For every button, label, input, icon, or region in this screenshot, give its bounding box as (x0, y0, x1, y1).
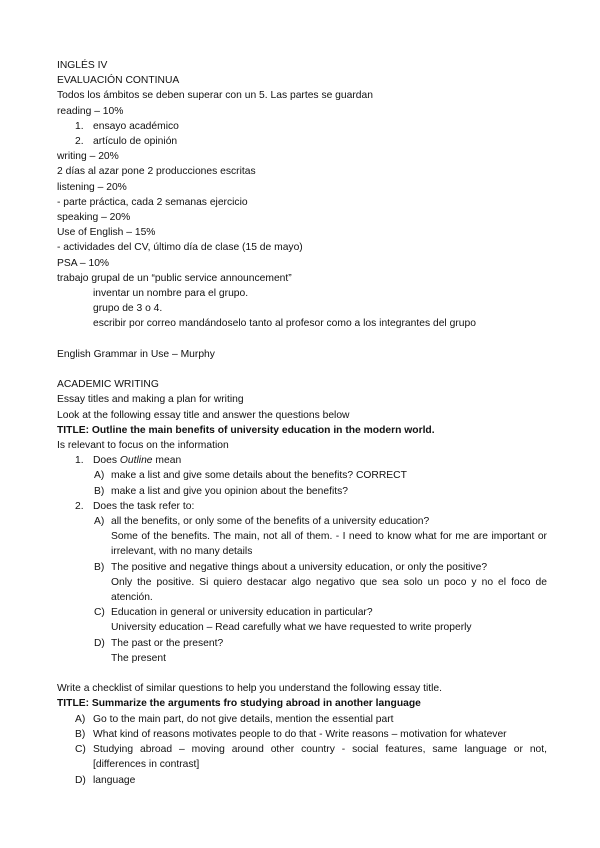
option-text: Education in general or university education in particular? (111, 607, 373, 619)
item-text: Go to the main part, do not give details, mention the essential part (93, 713, 394, 725)
question-text: Does the task refer to: (93, 500, 195, 512)
academic-heading: ACADEMIC WRITING (57, 379, 159, 391)
item-letter: B) (75, 728, 86, 740)
list-text: ensayo académico (93, 120, 179, 132)
listening-weight: listening – 20% (57, 181, 127, 193)
option-answer: Only the positive. Si quiero destacar algo negativo que sea solo un poco y no el foco de atención. (111, 576, 547, 604)
item-letter: D) (75, 774, 86, 786)
essay-title-2: TITLE: Summarize the arguments fro studying abroad in another language (57, 698, 421, 710)
option-item (57, 636, 547, 651)
option-item (57, 514, 547, 529)
list-number: 2. (75, 136, 84, 148)
option-letter: B) (94, 485, 105, 497)
question-number: 2. (75, 500, 84, 512)
option-text: all the benefits, or only some of the benefits of a university education? (111, 516, 430, 528)
list-text: artículo de opinión (93, 136, 178, 148)
academic-instruction: Look at the following essay title and answer the questions below (57, 409, 350, 421)
list-number: 1. (75, 120, 84, 132)
option-text: The past or the present? (111, 637, 224, 649)
checklist-item (57, 727, 547, 742)
option-letter: A) (94, 516, 105, 528)
psa-note: trabajo grupal de un “public service announcement” (57, 272, 292, 284)
document-body (57, 58, 547, 788)
section-heading: EVALUACIÓN CONTINUA (57, 75, 180, 87)
option-text: The positive and negative things about a university education, or only the positive? (111, 561, 488, 573)
option-letter: D) (94, 637, 105, 649)
psa-detail: inventar un nombre para el grupo. (93, 288, 249, 300)
intro-text: Todos los ámbitos se deben superar con un 5. Las partes se guardan (57, 90, 373, 102)
question-number: 1. (75, 455, 84, 467)
use-note: - actividades del CV, último día de clase (15 de mayo) (57, 242, 303, 254)
option-answer: University education – Read carefully what we have requested to write properly (111, 622, 472, 634)
option-item (57, 468, 547, 483)
reading-weight: reading – 10% (57, 105, 124, 117)
option-letter: A) (94, 470, 105, 482)
checklist-item (57, 742, 547, 772)
list-item (57, 119, 547, 134)
option-text: make a list and give some details about the benefits? CORRECT (111, 470, 407, 482)
writing-note: 2 días al azar pone 2 producciones escritas (57, 166, 256, 178)
checklist-instruction: Write a checklist of similar questions to help you understand the following essay title. (57, 683, 442, 695)
option-letter: B) (94, 561, 105, 573)
use-weight: Use of English – 15% (57, 227, 156, 239)
psa-weight: PSA – 10% (57, 257, 110, 269)
option-answer: Some of the benefits. The main, not all of them. - I need to know what for me are important or irrelevant, with no many details (111, 531, 547, 558)
option-item (57, 560, 547, 575)
item-text: What kind of reasons motivates people to do that - Write reasons – motivation for whatever (93, 728, 507, 740)
question-text: Does Outline mean (93, 455, 182, 467)
item-text: language (93, 774, 136, 786)
option-text: make a list and give you opinion about the benefits? (111, 485, 348, 497)
psa-detail: escribir por correo mandándoselo tanto al profesor como a los integrantes del grupo (93, 318, 476, 330)
book-reference: English Grammar in Use – Murphy (57, 348, 215, 360)
essay-title-1: TITLE: Outline the main benefits of university education in the modern world. (57, 424, 435, 436)
checklist-item (57, 712, 547, 727)
listening-note: - parte práctica, cada 2 semanas ejercicio (57, 196, 248, 208)
course-title: INGLÉS IV (57, 60, 108, 71)
question-1 (57, 453, 547, 468)
item-text: Studying abroad – moving around other country - social features, same language or not, [differences in contrast] (93, 744, 547, 771)
academic-subheading: Essay titles and making a plan for writing (57, 394, 244, 406)
item-letter: C) (75, 744, 86, 756)
writing-weight: writing – 20% (57, 151, 119, 163)
option-item (57, 605, 547, 620)
psa-detail: grupo de 3 o 4. (93, 303, 163, 315)
item-letter: A) (75, 713, 86, 725)
speaking-weight: speaking – 20% (57, 212, 131, 224)
question-2 (57, 499, 547, 514)
option-letter: C) (94, 607, 105, 619)
list-item (57, 134, 547, 149)
option-item (57, 484, 547, 499)
relevance-note: Is relevant to focus on the information (57, 440, 229, 452)
option-answer: The present (111, 652, 166, 664)
checklist-item (57, 773, 547, 788)
